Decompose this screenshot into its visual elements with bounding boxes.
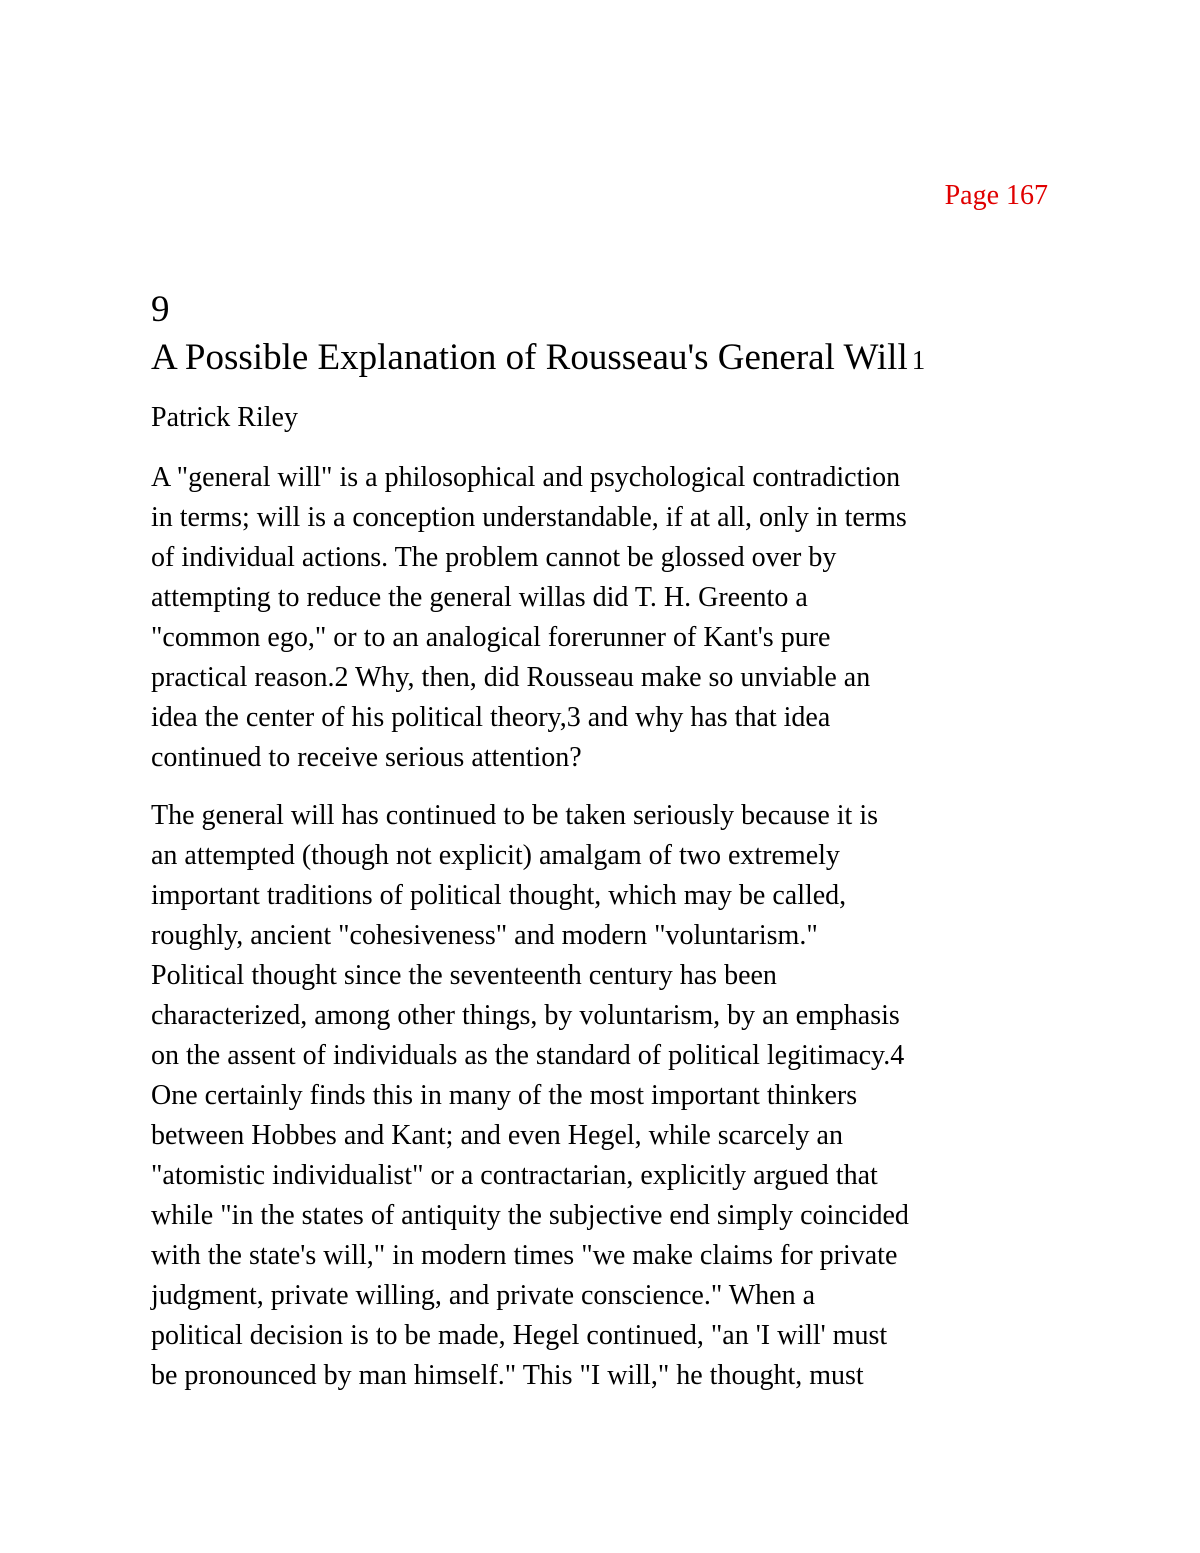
chapter-content [151, 288, 1051, 1396]
paragraph-1 [151, 458, 1051, 778]
text-line: roughly, ancient "cohesiveness" and modern "voluntarism." [151, 920, 818, 951]
page-number: Page 167 [944, 180, 1048, 211]
text-line: idea the center of his political theory,3 and why has that idea [151, 702, 831, 733]
chapter-number: 9 [151, 289, 170, 330]
text-line: practical reason.2 Why, then, did Rousseau make so unviable an [151, 662, 871, 693]
text-line: important traditions of political thought, which may be called, [151, 880, 847, 911]
text-line: attempting to reduce the general willas did T. H. Greento a [151, 582, 808, 613]
text-line: between Hobbes and Kant; and even Hegel, while scarcely an [151, 1120, 843, 1151]
text-line: be pronounced by man himself." This "I will," he thought, must [151, 1360, 864, 1391]
author-name: Patrick Riley [151, 402, 298, 433]
text-line: "atomistic individualist" or a contractarian, explicitly argued that [151, 1160, 878, 1191]
text-line: "common ego," or to an analogical forerunner of Kant's pure [151, 622, 831, 653]
text-line: of individual actions. The problem cannot be glossed over by [151, 542, 837, 573]
chapter-title-text: A Possible Explanation of Rousseau's General Will [151, 337, 908, 378]
text-line: One certainly finds this in many of the most important thinkers [151, 1080, 858, 1111]
text-line: Political thought since the seventeenth century has been [151, 960, 777, 991]
text-line: judgment, private willing, and private conscience." When a [151, 1280, 816, 1311]
text-line: The general will has continued to be taken seriously because it is [151, 800, 879, 831]
chapter-title-footnote: 1 [911, 345, 926, 375]
text-line: characterized, among other things, by voluntarism, by an emphasis [151, 1000, 900, 1031]
chapter-title [151, 334, 1051, 384]
paragraph-2 [151, 796, 1051, 1396]
text-line: continued to receive serious attention? [151, 742, 582, 773]
text-line: political decision is to be made, Hegel continued, "an 'I will' must [151, 1320, 888, 1351]
text-line: while "in the states of antiquity the subjective end simply coincided [151, 1200, 909, 1231]
text-line: on the assent of individuals as the standard of political legitimacy.4 [151, 1040, 905, 1071]
text-line: an attempted (though not explicit) amalgam of two extremely [151, 840, 840, 871]
text-line: in terms; will is a conception understandable, if at all, only in terms [151, 502, 907, 533]
text-line: with the state's will," in modern times "we make claims for private [151, 1240, 898, 1271]
text-line: A "general will" is a philosophical and psychological contradiction [151, 462, 901, 493]
